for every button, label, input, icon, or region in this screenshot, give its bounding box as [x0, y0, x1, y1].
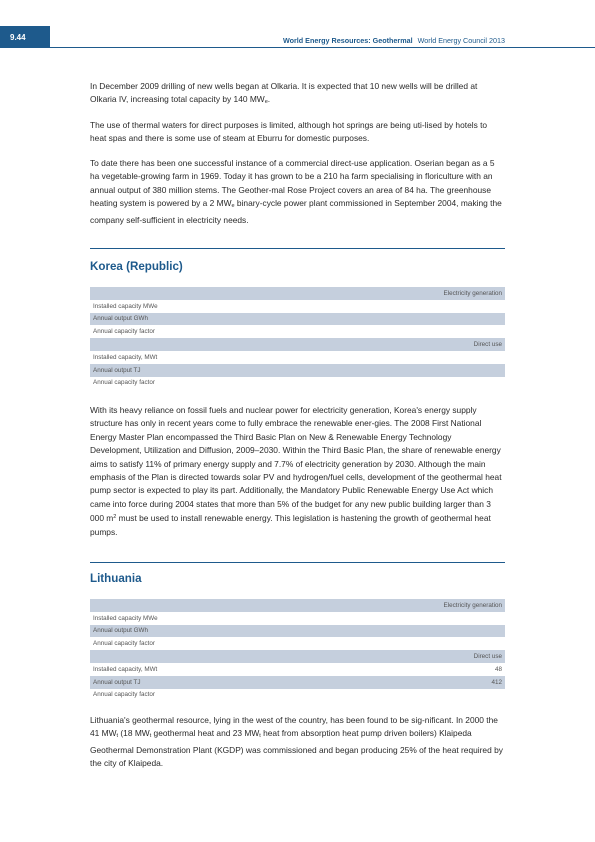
- table-header-label: Electricity generation: [443, 601, 502, 609]
- text: .: [267, 94, 271, 105]
- table-row: [90, 364, 505, 377]
- table-row: [90, 377, 505, 390]
- text: Lithuania's geothermal resource, lying in the west of the country, has been found to be sig-nificant. In 2000 the 41 MW: [90, 715, 498, 739]
- table-row: [90, 625, 505, 638]
- table-row: [90, 313, 505, 326]
- table-header-direct-use: [90, 650, 505, 663]
- row-label: Annual capacity factor: [93, 328, 155, 336]
- text: In December 2009 drilling of new wells began at Olkaria. It is expected that 10 new wells will be drilled at Olkaria IV, increasing total capacity by 140 MW: [90, 81, 478, 105]
- table-header-label: Direct use: [473, 341, 502, 349]
- subscript: e: [231, 203, 235, 210]
- subscript: t: [259, 733, 261, 740]
- paragraph-oserian: [90, 157, 505, 227]
- text: To date there has been one successful instance of a commercial direct-use application. Oserian began as a 5 ha vegetable-growing farm in 1969. Today it has grown to be a 210 ha farm specialising in floriculture with an annual output of 380 million stems. The Geother-mal Rose Project covers an area of 84 ha. The greenhouse heating system is powered by a 2 MW: [90, 158, 495, 209]
- section-title-korea: Korea (Republic): [90, 260, 183, 273]
- text: heat from absorption heat pump driven boilers) Klaipeda Geothermal Demonstration Plant (KGDP) was commissioned and began producing 25% of the heat required by the city of Klaipeda.: [90, 728, 503, 769]
- table-row: [90, 325, 505, 338]
- subscript: e: [264, 99, 268, 106]
- table-header-label: Electricity generation: [443, 289, 502, 297]
- paragraph-korea: [90, 404, 505, 539]
- text: binary-cycle power plant commissioned in September 2004, making the company self-sufficient in electricity needs.: [90, 198, 502, 225]
- row-label: Annual capacity factor: [93, 379, 155, 387]
- text: With its heavy reliance on fossil fuels and nuclear power for electricity generation, Korea's energy supply structure has only in recent years come to fully embrace the renewable ener-gies. The 2008 First National Energy Master Plan encompassed the Third Basic Plan on New & Renewable Energy Technology Development, Utilization and Diffusion, 2009–2030. Within the Third Basic Plan, the share of renewable energy aims to satisfy 11% of primary energy supply and 7.7% of electricity generation by 2030. Although the main emphasis of the Plan is directed towards solar PV and hydrogen/fuel cells, development of the geothermal heat pump sector is expected to play its part. Additionally, the Mandatory Public Renewable Energy Use Act which came into force during 2004 states that more than 5% of the budget for any new public building larger than 3 000 m: [90, 405, 502, 524]
- table-row: [90, 676, 505, 689]
- table-row: [90, 689, 505, 702]
- row-label: Annual capacity factor: [93, 691, 155, 699]
- row-label: Installed capacity, MWt: [93, 353, 158, 361]
- subscript: t: [149, 733, 152, 740]
- table-row: [90, 637, 505, 650]
- table-row: [90, 300, 505, 313]
- row-label: Installed capacity, MWt: [93, 665, 158, 673]
- row-value: 412: [491, 678, 502, 686]
- table-header-electricity: [90, 599, 505, 612]
- paragraph-olkaria: [90, 80, 505, 110]
- section-rule: [90, 562, 505, 563]
- table-row: [90, 663, 505, 676]
- subscript: t: [116, 733, 119, 740]
- text: geothermal heat and 23 MW: [151, 728, 260, 739]
- row-label: Installed capacity MWe: [93, 302, 158, 310]
- table-header-direct-use: [90, 338, 505, 351]
- text: must be used to install renewable energy. This legislation is hastening the growth of geothermal heat pumps.: [90, 513, 491, 537]
- superscript: 2: [113, 514, 117, 521]
- row-label: Installed capacity MWe: [93, 614, 158, 622]
- running-header-publisher: World Energy Council 2013: [417, 36, 505, 45]
- running-header: [283, 36, 505, 45]
- running-header-title: World Energy Resources: Geothermal: [282, 36, 413, 45]
- table-header-label: Direct use: [473, 653, 502, 661]
- row-label: Annual output TJ: [93, 678, 141, 686]
- text: (18 MW: [118, 728, 150, 739]
- table-header-electricity: [90, 287, 505, 300]
- korea-table: [90, 287, 505, 389]
- section-rule: [90, 248, 505, 249]
- section-title-lithuania: Lithuania: [90, 572, 142, 585]
- table-row: [90, 612, 505, 625]
- row-value: 48: [494, 665, 502, 673]
- table-row: [90, 351, 505, 364]
- header-rule: [50, 47, 595, 48]
- paragraph-direct-use: The use of thermal waters for direct purposes is limited, although hot springs are being uti-lised by hotels to heat spas and there is some use of steam at Eburru for domestic purposes.: [90, 120, 488, 144]
- row-label: Annual output TJ: [93, 366, 141, 374]
- row-label: Annual capacity factor: [93, 640, 155, 648]
- paragraph-lithuania: [90, 714, 505, 771]
- page-number: 9.44: [0, 26, 50, 48]
- row-label: Annual output GWh: [93, 315, 148, 323]
- lithuania-table: [90, 599, 505, 701]
- row-label: Annual output GWh: [93, 627, 148, 635]
